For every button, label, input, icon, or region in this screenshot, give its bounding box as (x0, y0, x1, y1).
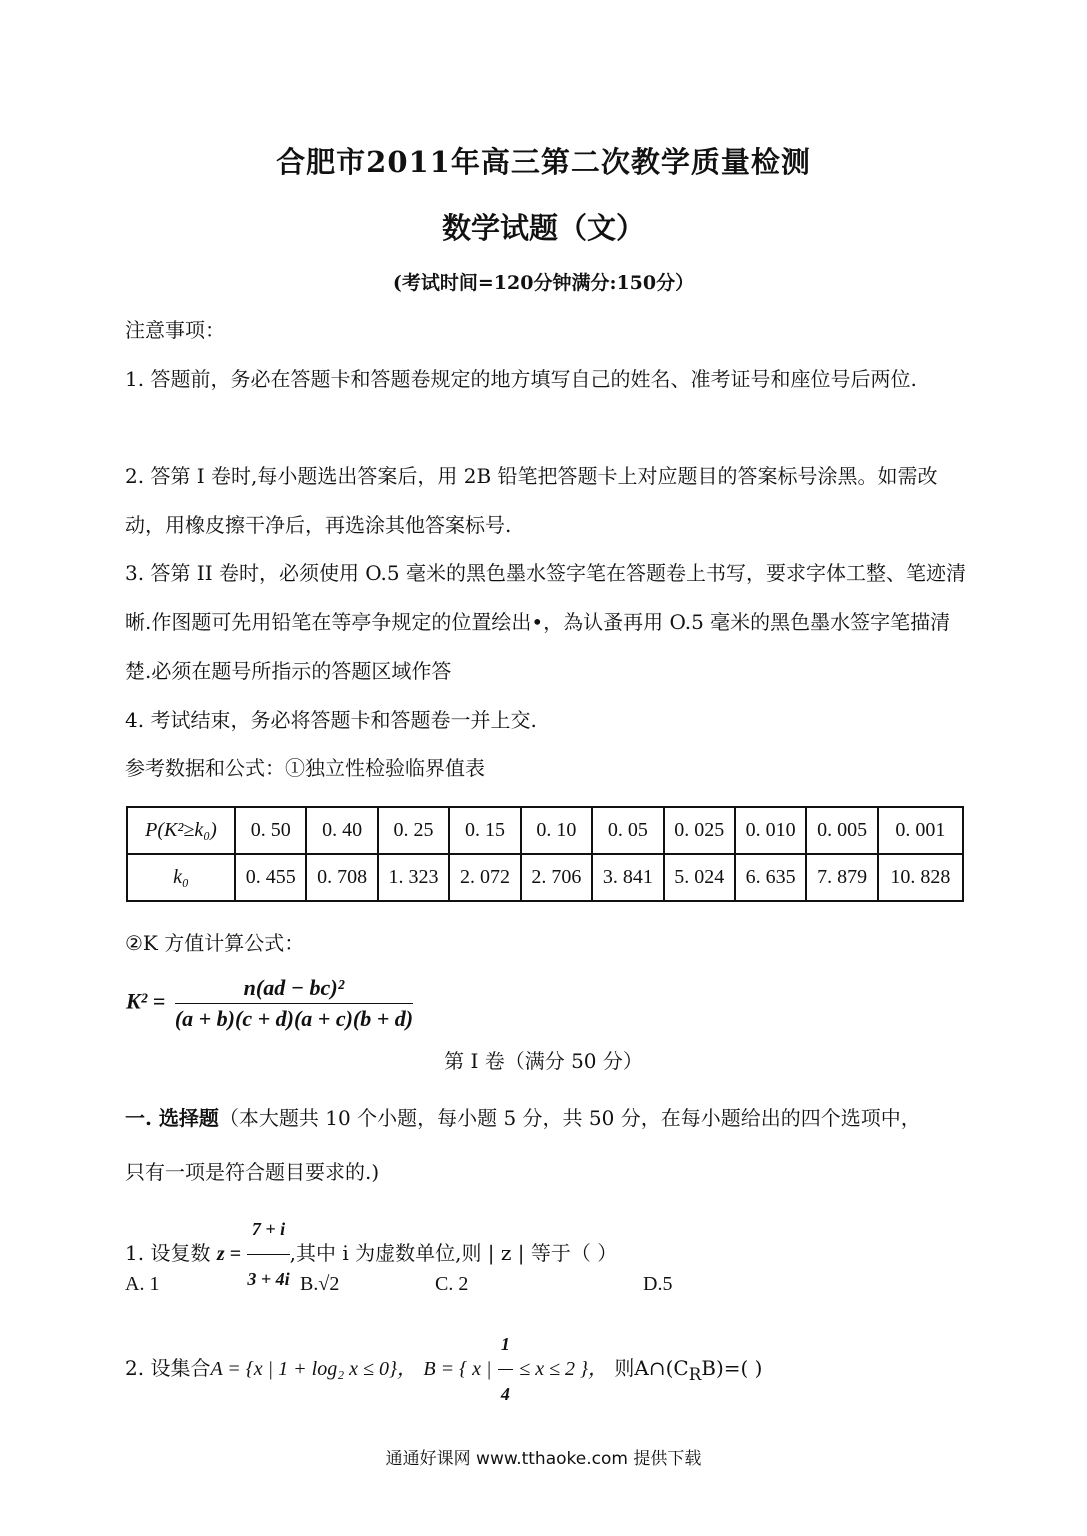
table-cell: 0. 40 (306, 807, 377, 854)
table-row-label: P(K²≥k₀) (127, 807, 235, 854)
q2-end: B)=( ) (701, 1356, 763, 1380)
footer-credit: 通通好课网 www.tthaoke.com 提供下载 (385, 1449, 702, 1469)
table-cell: 0. 025 (664, 807, 735, 854)
table-row-label: k₀ (127, 854, 235, 901)
formula-intro: ②K 方值计算公式： (125, 931, 305, 955)
q2-set-a: A = {x | 1 + log₂ x ≤ 0}， (210, 1358, 418, 1380)
formula-numerator: n(ad − bc)² (175, 975, 413, 1004)
formula-lhs: K² = (126, 988, 166, 1014)
table-row (127, 807, 963, 854)
table-cell: 0. 001 (878, 807, 963, 854)
q1-fraction (247, 1205, 289, 1304)
note-item-4: 4. 考试结束，务必将答题卡和答题卷一并上交. (125, 708, 537, 732)
q1-numerator: 7 + i (247, 1205, 289, 1255)
q1-choice-c: C. 2 (435, 1273, 469, 1295)
q1-var: z = (216, 1243, 241, 1265)
part-one-title-text: 第 I 卷（满分 50 分） (444, 1049, 643, 1073)
table-cell: 6. 635 (735, 854, 806, 901)
question-2 (125, 1320, 1025, 1419)
table-cell: 0. 15 (449, 807, 520, 854)
note-item-3: 3. 答第 II 卷时，必须使用 O.5 毫米的黑色墨水签字笔在答题卷上书写，要求字体工整、笔迹清晰.作图题可先用铅笔在等亭争规定的位置绘出•，為认蚤再用 O.5 毫米的黑色墨水签字笔描清楚.必须在题号所指示的答题区域作答 (125, 561, 966, 683)
q1-choice-d: D.5 (643, 1273, 673, 1295)
table-cell: 2. 706 (521, 854, 592, 901)
q2-set-b-prefix: B = { x | (423, 1358, 492, 1380)
table-cell: 7. 879 (806, 854, 877, 901)
q1-choice-a: A. 1 (125, 1273, 160, 1295)
table-cell: 0. 455 (235, 854, 306, 901)
section-heading-bold: 一. 选择题 (125, 1106, 219, 1130)
table-cell: 0. 50 (235, 807, 306, 854)
part-one-title (0, 1045, 1087, 1074)
q2-subscript: R (688, 1365, 702, 1384)
table-cell: 0. 10 (521, 807, 592, 854)
table-cell: 1. 323 (378, 854, 449, 901)
table-cell: 0. 25 (378, 807, 449, 854)
table-cell: 0. 010 (735, 807, 806, 854)
q2-fraction (498, 1320, 513, 1419)
q1-suffix: ,其中 i 为虚数单位,则 | z | 等于（ ） (289, 1241, 618, 1265)
q2-denominator: 4 (500, 1384, 510, 1404)
q2-numerator: 1 (498, 1320, 513, 1370)
q2-set-b-suffix: ≤ x ≤ 2 }， (519, 1358, 609, 1380)
table-cell: 0. 005 (806, 807, 877, 854)
note-item-2: 2. 答第 I 卷时,每小题选出答案后，用 2B 铅笔把答题卡上对应题目的答案标号涂黑。如需改动，用橡皮擦干净后，再选涂其他答案标号. (125, 464, 938, 537)
k-square-formula (126, 975, 413, 1032)
reference-intro: 参考数据和公式：①独立性检验临界值表 (125, 756, 485, 780)
note-item-1: 1. 答题前，务必在答题卡和答题卷规定的地方填写自己的姓名、准考证号和座位号后两位. (125, 367, 917, 391)
exam-subtitle: 数学试题（文） (441, 211, 645, 245)
q1-denominator: 3 + 4i (247, 1269, 290, 1289)
formula-denominator: (a + b)(c + d)(a + c)(b + d) (174, 1006, 414, 1031)
notes-heading: 注意事项： (125, 318, 225, 342)
table-cell: 10. 828 (878, 854, 963, 901)
q1-prefix: 1. 设复数 (125, 1241, 211, 1265)
q2-prefix: 2. 设集合 (125, 1356, 211, 1380)
table-cell: 0. 05 (592, 807, 663, 854)
section-heading-line2: 只有一项是符合题目要求的.) (125, 1160, 380, 1184)
choice-section-heading (125, 1094, 970, 1143)
exam-title: 合肥市2011年高三第二次教学质量检测 (276, 145, 811, 179)
critical-value-table (126, 806, 964, 902)
section-heading-text: （本大题共 10 个小题，每小题 5 分，共 50 分，在每小题给出的四个选项中， (218, 1106, 921, 1130)
formula-fraction (175, 975, 413, 1032)
table-cell: 3. 841 (592, 854, 663, 901)
table-cell: 5. 024 (664, 854, 735, 901)
q2-suffix: 则A∩(C (614, 1356, 689, 1380)
q1-choice-b: B.√2 (300, 1273, 340, 1295)
table-row (127, 854, 963, 901)
question-1 (125, 1205, 970, 1304)
exam-info: (考试时间=120分钟满分:150分） (392, 272, 695, 294)
table-cell: 2. 072 (449, 854, 520, 901)
table-cell: 0. 708 (306, 854, 377, 901)
